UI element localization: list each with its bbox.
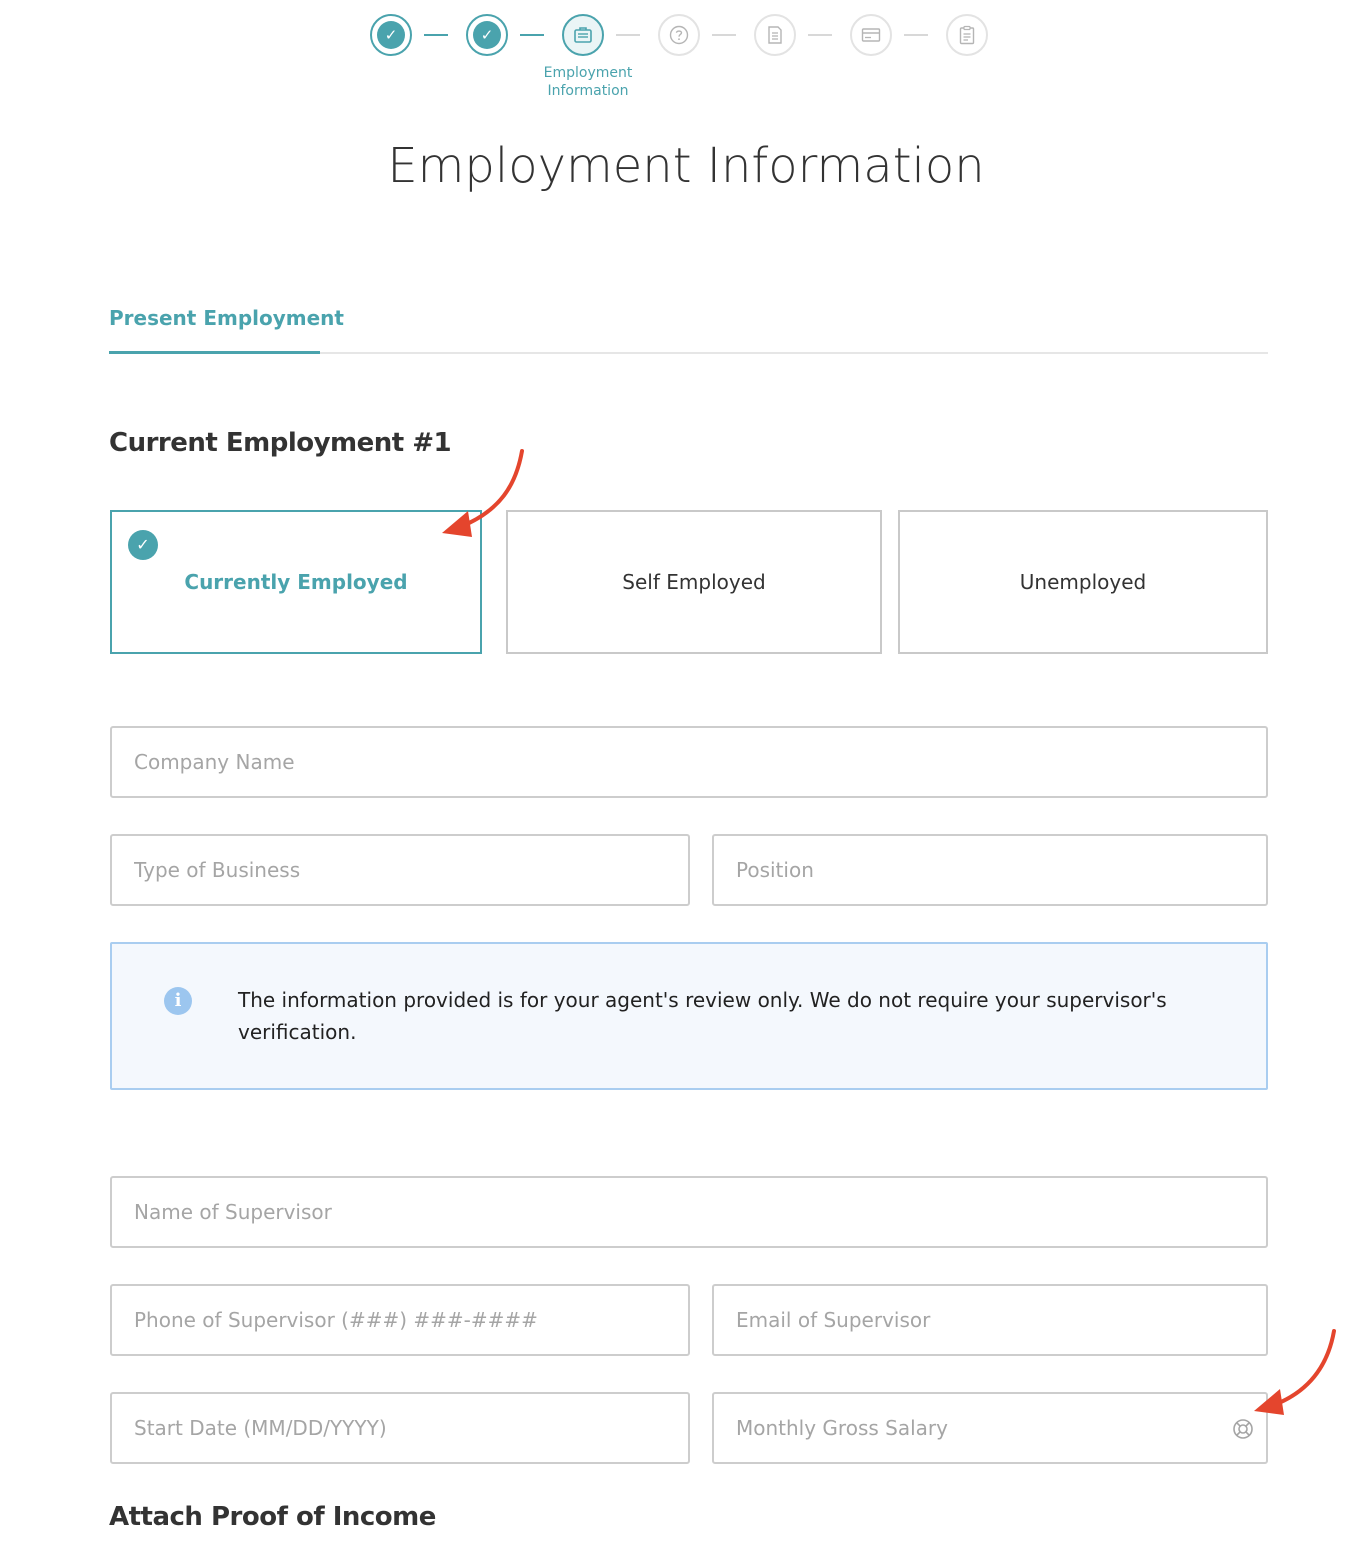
type-of-business-field[interactable] [110, 834, 690, 906]
document-icon [765, 25, 785, 45]
step-6[interactable] [850, 14, 892, 56]
info-icon: i [164, 987, 192, 1015]
option-unemployed[interactable] [898, 510, 1268, 654]
question-icon [669, 25, 689, 45]
option-label: Self Employed [622, 570, 766, 594]
step-5[interactable] [754, 14, 796, 56]
check-icon: ✓ [377, 21, 405, 49]
step-connector [712, 34, 736, 36]
info-text-line2: verification. [238, 1020, 357, 1044]
start-date-field[interactable] [110, 1392, 690, 1464]
current-employment-heading: Current Employment #1 [109, 428, 452, 458]
page-title: Employment Information [387, 138, 985, 194]
position-field[interactable] [712, 834, 1268, 906]
check-icon: ✓ [473, 21, 501, 49]
clipboard-icon [957, 25, 977, 45]
tab-present-employment[interactable]: Present Employment [109, 306, 344, 330]
position-input[interactable] [714, 836, 1266, 904]
active-step-label-line2: Information [547, 83, 629, 99]
step-4[interactable] [658, 14, 700, 56]
supervisor-email-field[interactable] [712, 1284, 1268, 1356]
supervisor-name-field[interactable] [110, 1176, 1268, 1248]
option-label: Unemployed [1019, 570, 1147, 594]
step-7[interactable] [946, 14, 988, 56]
step-connector [808, 34, 832, 36]
company-name-input[interactable] [112, 728, 1266, 796]
supervisor-name-input[interactable] [112, 1178, 1266, 1246]
active-step-label [528, 64, 648, 100]
step-2-completed[interactable] [466, 14, 508, 56]
attach-proof-heading: Attach Proof of Income [109, 1502, 436, 1532]
info-text [238, 984, 1198, 1048]
active-tab-indicator [109, 351, 320, 354]
supervisor-email-input[interactable] [714, 1286, 1266, 1354]
type-of-business-input[interactable] [112, 836, 688, 904]
step-connector [904, 34, 928, 36]
monthly-salary-field[interactable] [712, 1392, 1268, 1464]
step-connector [616, 34, 640, 36]
check-icon: ✓ [128, 530, 158, 560]
step-3-employment-information[interactable] [562, 14, 604, 56]
step-1-completed[interactable] [370, 14, 412, 56]
active-step-label-line1: Employment [543, 65, 633, 81]
info-notice [110, 942, 1268, 1090]
option-currently-employed[interactable] [110, 510, 482, 654]
step-connector [424, 34, 448, 36]
monthly-salary-input[interactable] [714, 1394, 1266, 1462]
card-icon [861, 25, 881, 45]
lifebuoy-help-icon[interactable] [1232, 1418, 1254, 1440]
progress-stepper [0, 14, 1372, 104]
supervisor-phone-input[interactable] [112, 1286, 688, 1354]
step-connector [520, 34, 544, 36]
option-label: Currently Employed [184, 570, 408, 594]
briefcase-icon [573, 25, 593, 45]
supervisor-phone-field[interactable] [110, 1284, 690, 1356]
company-name-field[interactable] [110, 726, 1268, 798]
start-date-input[interactable] [112, 1394, 688, 1462]
option-self-employed[interactable] [506, 510, 882, 654]
info-text-line1: The information provided is for your agent's review only. We do not require your supervisor's [238, 988, 1167, 1012]
